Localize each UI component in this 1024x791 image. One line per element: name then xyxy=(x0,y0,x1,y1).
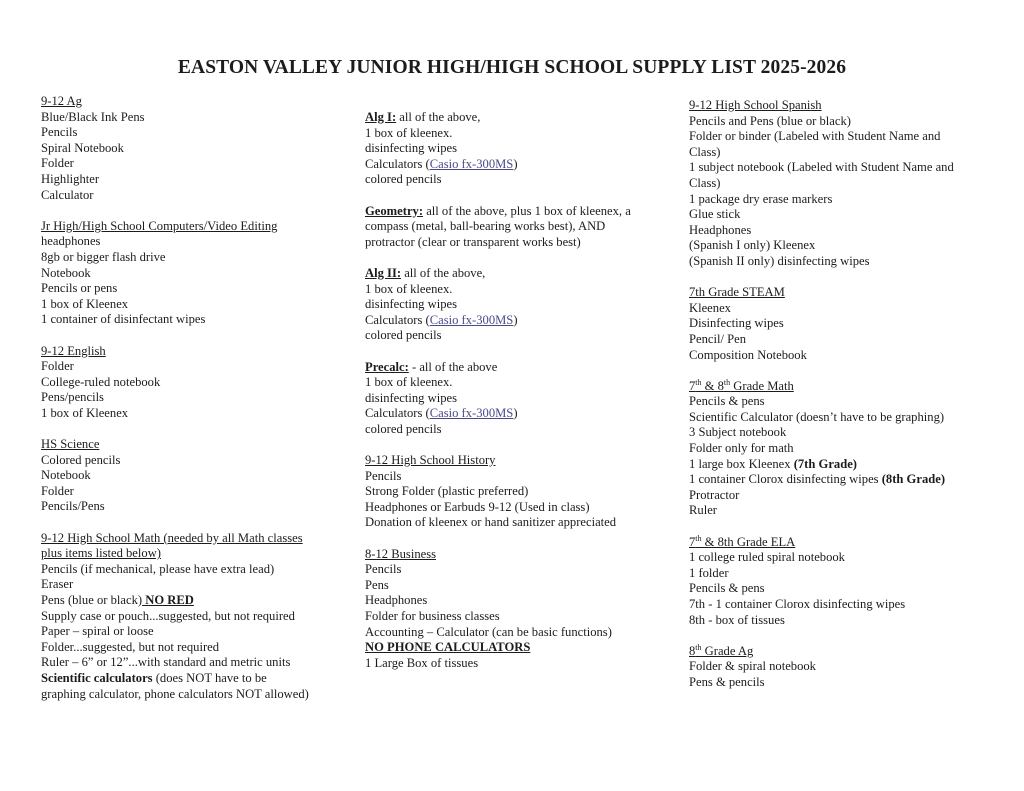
list-item xyxy=(365,313,665,329)
list-item: Blue/Black Ink Pens xyxy=(41,109,145,124)
list-item: Supply case or pouch...suggested, but not required xyxy=(41,608,295,623)
section-heading: 8-12 Business xyxy=(365,546,437,561)
column-left xyxy=(41,94,341,718)
list-item: Pencils xyxy=(41,125,78,140)
list-item xyxy=(41,593,341,609)
section-spanish xyxy=(689,98,989,270)
warning-line xyxy=(365,640,665,656)
list-item-cont: Class) xyxy=(689,144,721,159)
list-item: Strong Folder (plastic preferred) xyxy=(365,484,529,499)
list-item-cont: Class) xyxy=(689,175,721,190)
item-text: ) xyxy=(513,156,518,171)
list-item: colored pencils xyxy=(365,172,442,187)
calculator-link[interactable]: Casio fx-300MS xyxy=(429,312,514,327)
list-item: Paper – spiral or loose xyxy=(41,624,154,639)
section-hs-science xyxy=(41,437,341,515)
list-item: 8gb or bigger flash drive xyxy=(41,249,166,264)
list-item: 1 college ruled spiral notebook xyxy=(689,550,845,565)
list-item: 1 subject notebook (Labeled with Student Name and xyxy=(689,160,954,175)
list-item: Colored pencils xyxy=(41,452,121,467)
heading-sup: th xyxy=(695,533,702,543)
section-heading: 9-12 High School History xyxy=(365,453,496,468)
list-item: 1 box of Kleenex xyxy=(41,405,129,420)
section-heading xyxy=(689,535,989,551)
section-business xyxy=(365,547,665,672)
list-item: 1 box of kleenex. xyxy=(365,281,453,296)
list-item: Highlighter xyxy=(41,171,100,186)
course-line xyxy=(365,110,665,126)
item-text: (does NOT have to be xyxy=(152,670,267,685)
no-phone-calculators: NO PHONE CALCULATORS xyxy=(365,640,531,655)
heading-part: & 8th Grade ELA xyxy=(701,534,796,549)
list-item: colored pencils xyxy=(365,421,442,436)
course-line xyxy=(365,360,665,376)
item-text: Calculators ( xyxy=(365,406,430,421)
section-heading xyxy=(689,644,989,660)
item-text: - all of the above xyxy=(408,359,498,374)
list-item: 7th - 1 container Clorox disinfecting wipes xyxy=(689,597,906,611)
heading-part: & 8 xyxy=(701,378,724,393)
heading-part: 7 xyxy=(689,378,696,393)
column-right xyxy=(689,98,989,706)
list-item xyxy=(365,406,665,422)
list-item: Kleenex xyxy=(689,300,731,315)
calculator-link[interactable]: Casio fx-300MS xyxy=(429,406,514,421)
list-item-cont: graphing calculator, phone calculators NOT allowed) xyxy=(41,686,309,701)
list-item: 1 box of Kleenex xyxy=(41,296,129,311)
section-8th-ag xyxy=(689,644,989,691)
section-hs-math xyxy=(41,531,341,703)
list-item: Folder...suggested, but not required xyxy=(41,639,220,654)
list-item: disinfecting wipes xyxy=(365,297,457,312)
list-item: (Spanish II only) disinfecting wipes xyxy=(689,253,870,268)
list-item: Folder xyxy=(41,156,74,171)
item-text: 1 large box Kleenex xyxy=(689,456,794,471)
section-heading: 9-12 Ag xyxy=(41,94,82,108)
item-text: ) xyxy=(513,406,518,421)
section-english xyxy=(41,344,341,422)
section-alg-2 xyxy=(365,266,665,344)
section-heading-cont: plus items listed below) xyxy=(41,546,161,561)
heading-sup: th xyxy=(695,377,702,387)
list-item xyxy=(41,671,341,687)
list-item: Pencils or pens xyxy=(41,281,118,296)
section-7th-steam xyxy=(689,285,989,363)
section-alg-1 xyxy=(365,110,665,188)
list-item: Composition Notebook xyxy=(689,347,807,362)
calculator-link[interactable]: Casio fx-300MS xyxy=(429,156,514,171)
list-item: Folder or binder (Labeled with Student Name and xyxy=(689,129,941,144)
list-item: Folder for business classes xyxy=(365,609,500,623)
no-red-emphasis: NO RED xyxy=(142,593,194,607)
item-text: ) xyxy=(513,312,518,327)
list-item: colored pencils xyxy=(365,328,442,343)
item-text: Pens (blue or black) xyxy=(41,593,143,607)
course-label: Alg II: xyxy=(365,265,402,280)
section-9-12-ag xyxy=(41,94,341,203)
list-item: Pencils xyxy=(365,468,402,483)
list-item: Notebook xyxy=(41,468,91,483)
item-text: all of the above, xyxy=(401,265,486,280)
heading-part: 8 xyxy=(689,643,696,658)
list-item: Ruler xyxy=(689,503,717,518)
course-line xyxy=(365,266,665,282)
list-item: Disinfecting wipes xyxy=(689,316,784,331)
section-heading: 9-12 High School Spanish xyxy=(689,98,822,112)
list-item: Ruler – 6” or 12”...with standard and metric units xyxy=(41,655,291,670)
list-item: Notebook xyxy=(41,265,91,280)
list-item: Calculator xyxy=(41,187,94,202)
section-heading: 7th Grade STEAM xyxy=(689,285,785,300)
list-item: Folder xyxy=(41,483,74,498)
list-item: Donation of kleenex or hand sanitizer appreciated xyxy=(365,515,617,530)
list-item: Pens/pencils xyxy=(41,390,104,405)
page-title: EASTON VALLEY JUNIOR HIGH/HIGH SCHOOL SUPPLY LIST 2025-2026 xyxy=(177,57,847,78)
list-item: Headphones or Earbuds 9-12 (Used in class) xyxy=(365,499,590,514)
heading-sup: th xyxy=(695,642,702,652)
grade-emphasis: (8th Grade) xyxy=(881,472,946,487)
list-item: Pencils/Pens xyxy=(41,499,105,514)
grade-emphasis: (7th Grade) xyxy=(793,456,857,471)
list-item: Pencils xyxy=(365,562,402,577)
list-item: Pencils and Pens (blue or black) xyxy=(689,113,851,128)
heading-part: 7 xyxy=(689,534,696,549)
item-text: 1 container Clorox disinfecting wipes xyxy=(689,472,882,487)
course-label: Geometry: xyxy=(365,203,424,218)
section-history xyxy=(365,453,665,531)
column-middle xyxy=(365,110,665,687)
list-item: Headphones xyxy=(689,222,752,237)
list-item xyxy=(365,157,665,173)
list-item: Headphones xyxy=(365,593,428,608)
item-text: Calculators ( xyxy=(365,156,430,171)
list-item: 1 package dry erase markers xyxy=(689,191,833,206)
section-computers xyxy=(41,219,341,328)
course-line xyxy=(365,204,665,220)
list-item: Pencils & pens xyxy=(689,394,765,409)
list-item: 1 box of kleenex. xyxy=(365,125,453,140)
list-item: 1 container of disinfectant wipes xyxy=(41,312,206,327)
list-item: (Spanish I only) Kleenex xyxy=(689,238,816,253)
list-item xyxy=(689,457,989,473)
list-item: 3 Subject notebook xyxy=(689,425,787,440)
list-item: Folder only for math xyxy=(689,441,794,456)
item-text: all of the above, xyxy=(396,110,481,124)
list-item: Eraser xyxy=(41,577,74,592)
heading-part: Grade Math xyxy=(730,378,794,393)
list-item: protractor (clear or transparent works best) xyxy=(365,234,581,249)
list-item: Pens & pencils xyxy=(689,674,765,689)
course-label: Alg I: xyxy=(365,110,397,124)
list-item: headphones xyxy=(41,234,101,249)
section-heading: 9-12 English xyxy=(41,343,106,358)
section-heading: HS Science xyxy=(41,437,100,452)
heading-sup: th xyxy=(723,377,731,387)
course-label: Precalc: xyxy=(365,359,409,374)
list-item: Pencils & pens xyxy=(689,581,765,596)
list-item: 1 Large Box of tissues xyxy=(365,655,479,670)
list-item: disinfecting wipes xyxy=(365,141,457,156)
section-heading: Jr High/High School Computers/Video Editing xyxy=(41,218,278,233)
item-bold: Scientific calculators xyxy=(41,670,153,685)
item-text: all of the above, plus 1 box of kleenex, a xyxy=(423,203,631,218)
item-text: Calculators ( xyxy=(365,312,430,327)
list-item: 8th - box of tissues xyxy=(689,612,785,627)
list-item: Scientific Calculator (doesn’t have to be graphing) xyxy=(689,409,945,424)
list-item: Folder & spiral notebook xyxy=(689,659,816,674)
list-item: Pencil/ Pen xyxy=(689,331,747,346)
list-item: College-ruled notebook xyxy=(41,374,161,389)
section-geometry xyxy=(365,204,665,251)
section-heading: 9-12 High School Math (needed by all Math classes xyxy=(41,530,303,545)
section-precalc xyxy=(365,360,665,438)
list-item: 1 folder xyxy=(689,565,729,580)
heading-part: Grade Ag xyxy=(701,643,754,658)
list-item: compass (metal, ball-bearing works best), AND xyxy=(365,219,606,234)
list-item: Protractor xyxy=(689,487,740,502)
list-item: disinfecting wipes xyxy=(365,390,457,405)
section-7-8-math xyxy=(689,379,989,519)
list-item xyxy=(689,472,989,488)
list-item: Folder xyxy=(41,359,74,374)
list-item: Accounting – Calculator (can be basic functions) xyxy=(365,624,612,639)
list-item: 1 box of kleenex. xyxy=(365,375,453,390)
list-item: Pens xyxy=(365,577,389,592)
section-7-8-ela xyxy=(689,535,989,629)
list-item: Glue stick xyxy=(689,207,741,222)
list-item: Spiral Notebook xyxy=(41,140,124,155)
list-item: Pencils (if mechanical, please have extra lead) xyxy=(41,561,275,576)
section-heading xyxy=(689,379,989,395)
